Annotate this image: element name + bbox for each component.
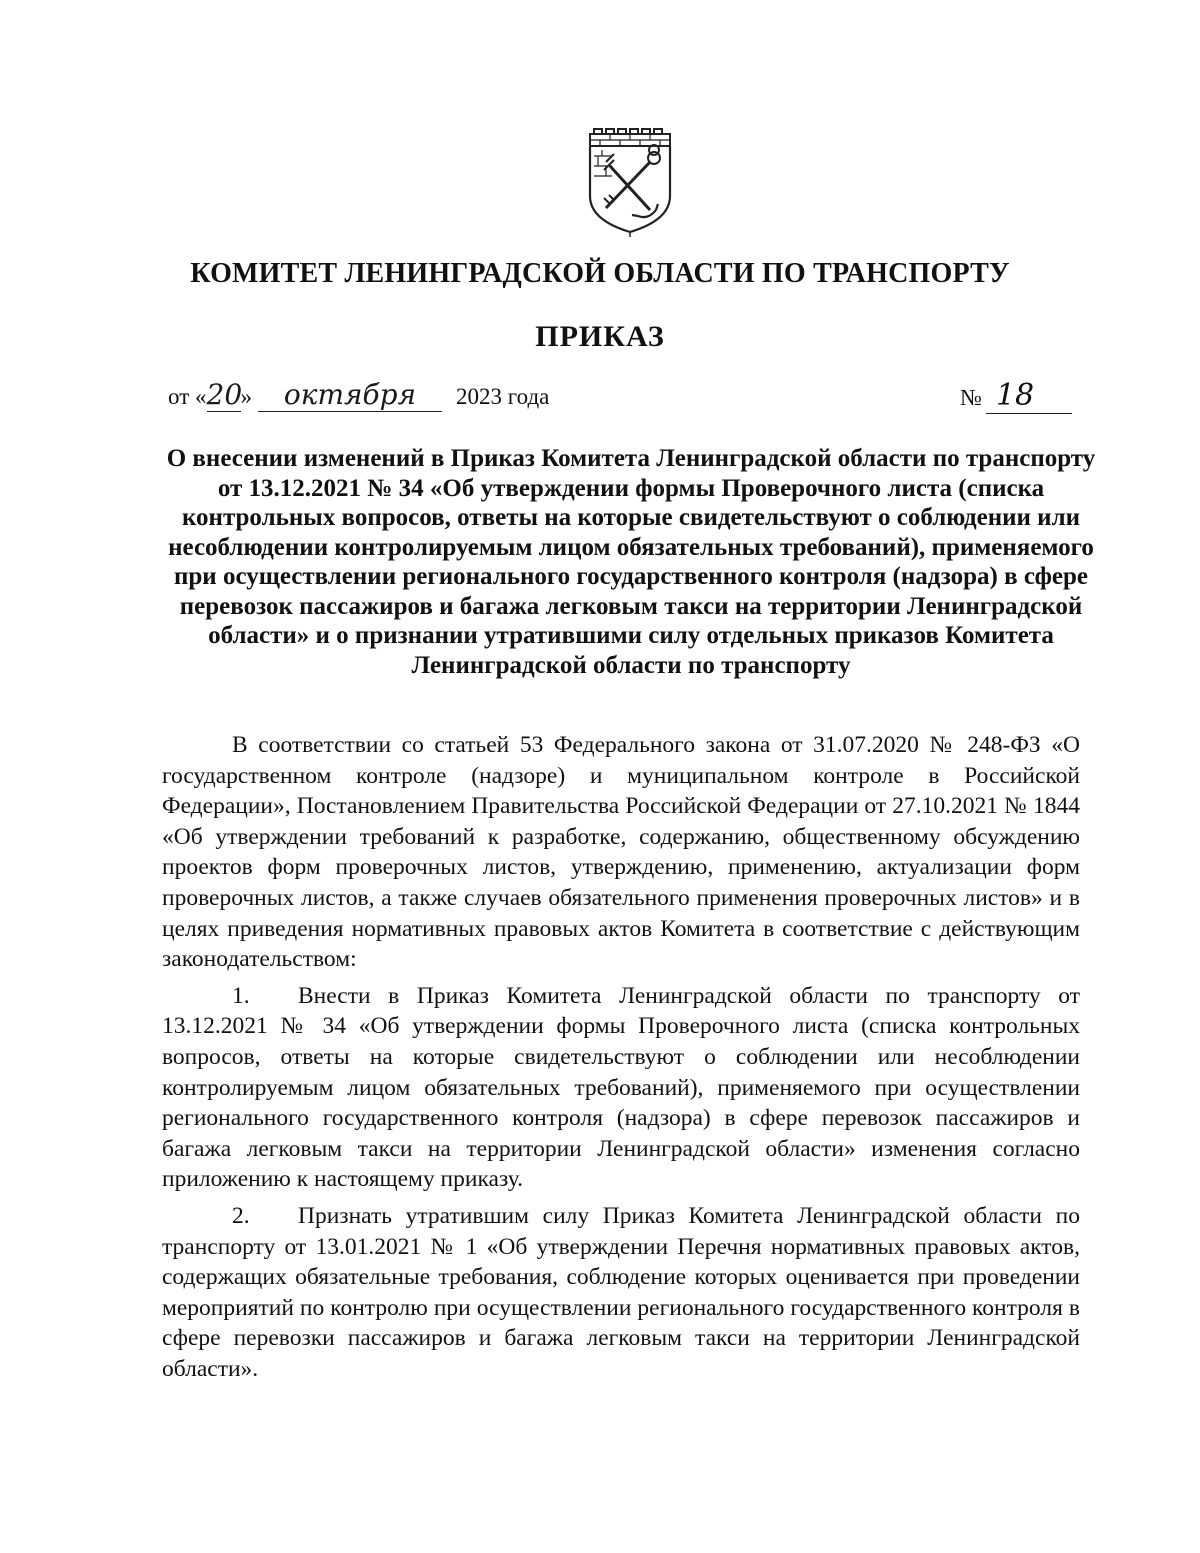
number-label: №	[960, 385, 982, 410]
document-subject: О внесении изменений в Приказ Комитета Ленинградской области по транспорту от 13.12.2021 № 34 «Об утверждении формы Проверочного листа (списка контрольных вопросов, ответы на которые свидетельствуют о соблюдении или несоблюдении контролируемым лицом обязательных требований), применяемого при осуществлении регионального государственного контроля (надзора) в сфере перевозок пассажиров и багажа легковым такси на территории Ленинградской области» и о признании утратившими силу отдельных приказов Комитета Ленинградской области по транспорту	[166, 445, 1096, 679]
list-item	[162, 1201, 1080, 1385]
leningrad-oblast-coat-of-arms-icon	[584, 126, 676, 238]
date-month-handwritten: октября	[283, 378, 417, 411]
number-line	[960, 378, 1072, 414]
date-line	[168, 378, 549, 412]
item-text: Внести в Приказ Комитета Ленинградской области по транспорту от 13.12.2021 № 34 «Об утверждении формы Проверочного листа (списка контрольных вопросов, ответы на которые свидетельствуют о соблюдении или несоблюдении контролируемым лицом обязательных требований), применяемого при осуществлении регионального государственного контроля (надзора) в сфере перевозок пассажиров и багажа легковым такси на территории Ленинградской области» изменения согласно приложению к настоящему приказу.	[162, 982, 1080, 1193]
number-handwritten: 18	[995, 378, 1035, 413]
date-mid: »	[240, 384, 252, 409]
date-day-handwritten: 20	[206, 378, 243, 411]
date-year: 2023 года	[456, 384, 550, 409]
organization-title: КОМИТЕТ ЛЕНИНГРАДСКОЙ ОБЛАСТИ ПО ТРАНСПОРТУ	[190, 258, 1010, 289]
item-number: 1.	[232, 982, 250, 1009]
list-item	[162, 981, 1080, 1195]
preamble-paragraph: В соответствии со статьей 53 Федерального закона от 31.07.2020 № 248-ФЗ «О государственном контроле (надзоре) и муниципальном контроле в Российской Федерации», Постановлением Правительства Российской Федерации от 27.10.2021 № 1844 «Об утверждении требований к разработке, содержанию, общественному обсуждению проектов форм проверочных листов, утверждению, применению, актуализации форм проверочных листов, а также случаев обязательного применения проверочных листов» и в целях приведения нормативных правовых актов Комитета в соответствие с действующим законодательством:	[162, 732, 1080, 973]
item-number: 2.	[232, 1202, 250, 1229]
date-prefix: от «	[168, 384, 207, 409]
number-field	[986, 378, 1072, 414]
item-text: Признать утратившим силу Приказ Комитета Ленинградской области по транспорту от 13.01.2021 № 1 «Об утверждении Перечня нормативных правовых актов, содержащих обязательные требования, соблюдение которых оценивается при проведении мероприятий по контролю при осуществлении регионального государственного контроля в сфере перевозки пассажиров и багажа легковым такси на территории Ленинградской области».	[162, 1202, 1080, 1382]
date-day-field	[207, 378, 241, 412]
document-type-title: ПРИКАЗ	[535, 320, 665, 353]
document-body	[162, 730, 1080, 1384]
date-month-field	[258, 378, 442, 412]
